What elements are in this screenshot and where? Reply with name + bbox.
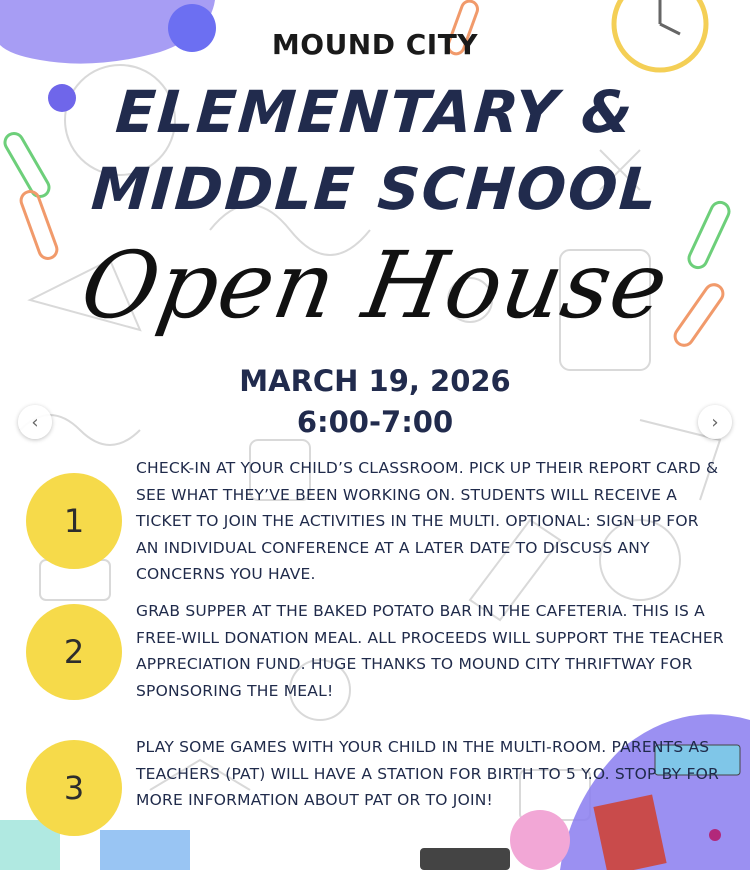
school-city-heading: MOUND CITY [271,28,479,61]
step-number-badge: 1 [26,473,122,569]
step-description: PLAY SOME GAMES WITH YOUR CHILD IN THE MULTI-ROOM. PARENTS AS TEACHERS (PAT) WILL HAVE A STATION FOR BIRTH TO 5 Y.O. STOP BY FOR MORE INFORMATION ABOUT PAT OR TO JOIN! [136,738,719,809]
chevron-left-icon: ‹ [31,411,39,433]
chevron-right-icon: › [711,411,719,433]
event-title: Open House [73,232,677,339]
school-name-line-2: MIDDLE SCHOOL [89,155,661,223]
step-description: GRAB SUPPER AT THE BAKED POTATO BAR IN THE CAFETERIA. THIS IS A FREE-WILL DONATION MEAL. ALL PROCEEDS WILL SUPPORT THE TEACHER APPRECIATION FUND. HUGE THANKS TO MOUND CITY THRIFTWAY FOR SPONSORING THE MEAL! [136,602,724,700]
school-name-line-1: ELEMENTARY & [113,78,637,146]
event-time: 6:00-7:00 [296,405,454,439]
event-date: MARCH 19, 2026 [239,364,511,398]
step-description: CHECK-IN AT YOUR CHILD’S CLASSROOM. PICK UP THEIR REPORT CARD & SEE WHAT THEY’VE BEEN WORKING ON. STUDENTS WILL RECEIVE A TICKET TO JOIN THE ACTIVITIES IN THE MULTI. OPTIONAL: SIGN UP FOR AN INDIVIDUAL CONFERENCE AT A LATER DATE TO DISCUSS ANY CONCERNS YOU HAVE. [136,459,719,583]
step-number-badge: 3 [26,740,122,836]
step-number-badge: 2 [26,604,122,700]
